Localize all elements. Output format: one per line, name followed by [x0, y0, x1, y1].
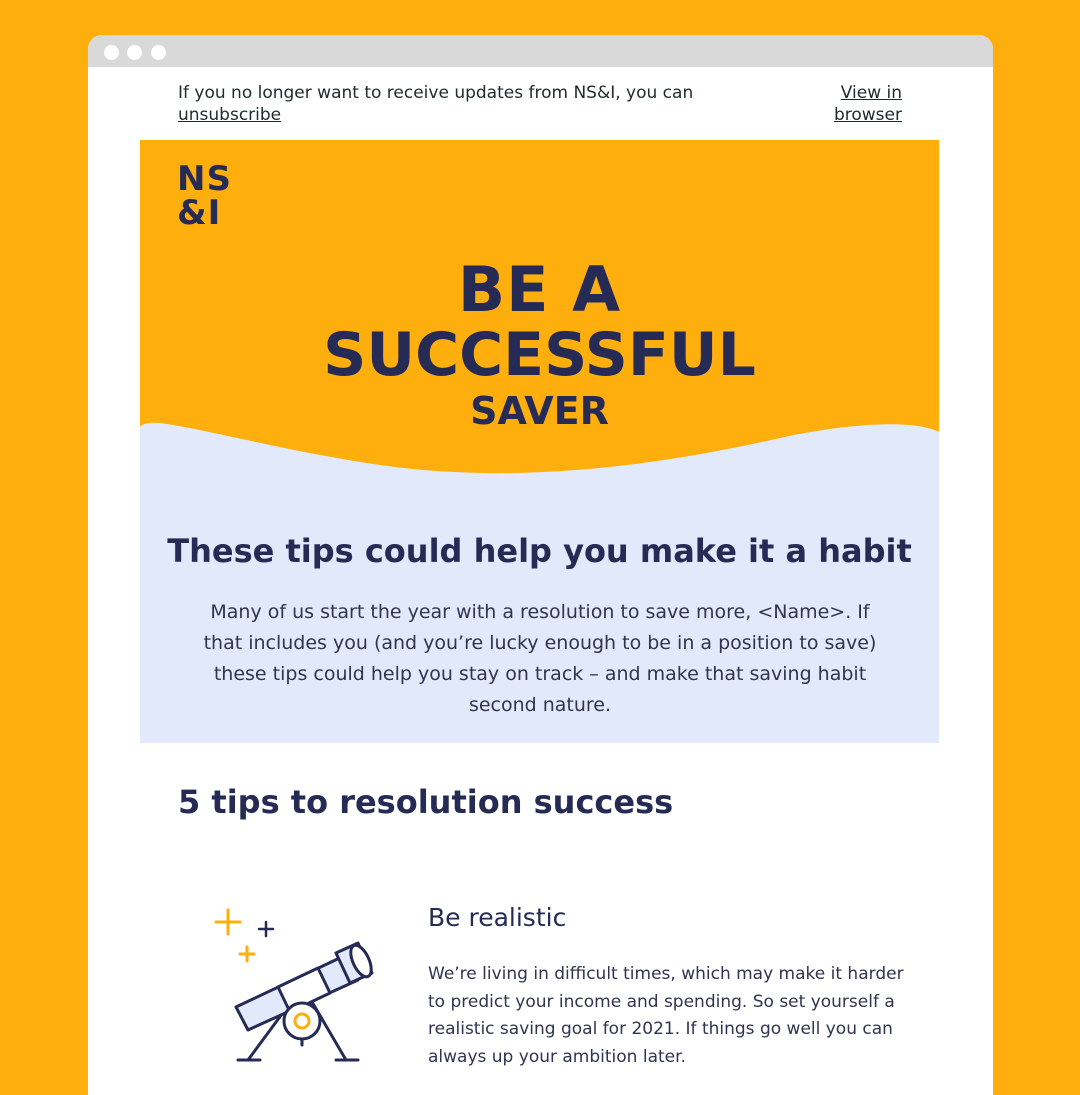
hero-heading-line1: BE A: [457, 253, 622, 326]
window-maximize-dot[interactable]: [151, 45, 166, 60]
unsubscribe-notice: [178, 82, 738, 126]
section-title: 5 tips to resolution success: [178, 783, 674, 821]
intro-body: Many of us start the year with a resolution to save more, <Name>. If that includes you (and you’re lucky enough to be in a position to save) these tips could help you stay on track – and make that saving habit second nature.: [203, 601, 877, 716]
intro-title: These tips could help you make it a habit: [167, 532, 912, 570]
telescope-icon: [208, 895, 378, 1075]
logo-line1: NS: [177, 159, 232, 199]
view-in-browser-link-line1[interactable]: View in: [840, 83, 902, 103]
window-close-dot[interactable]: [104, 45, 119, 60]
browser-window: [88, 35, 993, 1095]
window-minimize-dot[interactable]: [127, 45, 142, 60]
unsubscribe-link[interactable]: unsubscribe: [178, 105, 282, 125]
hero-heading-line3: SAVER: [470, 389, 609, 433]
unsubscribe-text: If you no longer want to receive updates from NS&I, you can: [178, 83, 694, 103]
hero-banner: [140, 140, 939, 743]
tip-title: Be realistic: [428, 903, 567, 932]
tip-body: We’re living in difficult times, which may make it harder to predict your income and spending. So set yourself a realistic saving goal for 2021. If things go well you can always up your ambition later.: [428, 964, 904, 1067]
view-in-browser: [812, 82, 902, 126]
logo-line2: &I: [177, 193, 222, 233]
view-in-browser-link-line2[interactable]: browser: [833, 105, 902, 125]
window-titlebar: [88, 35, 993, 67]
hero-heading-line2: SUCCESSFUL: [323, 320, 756, 390]
nsi-logo: [177, 159, 232, 233]
